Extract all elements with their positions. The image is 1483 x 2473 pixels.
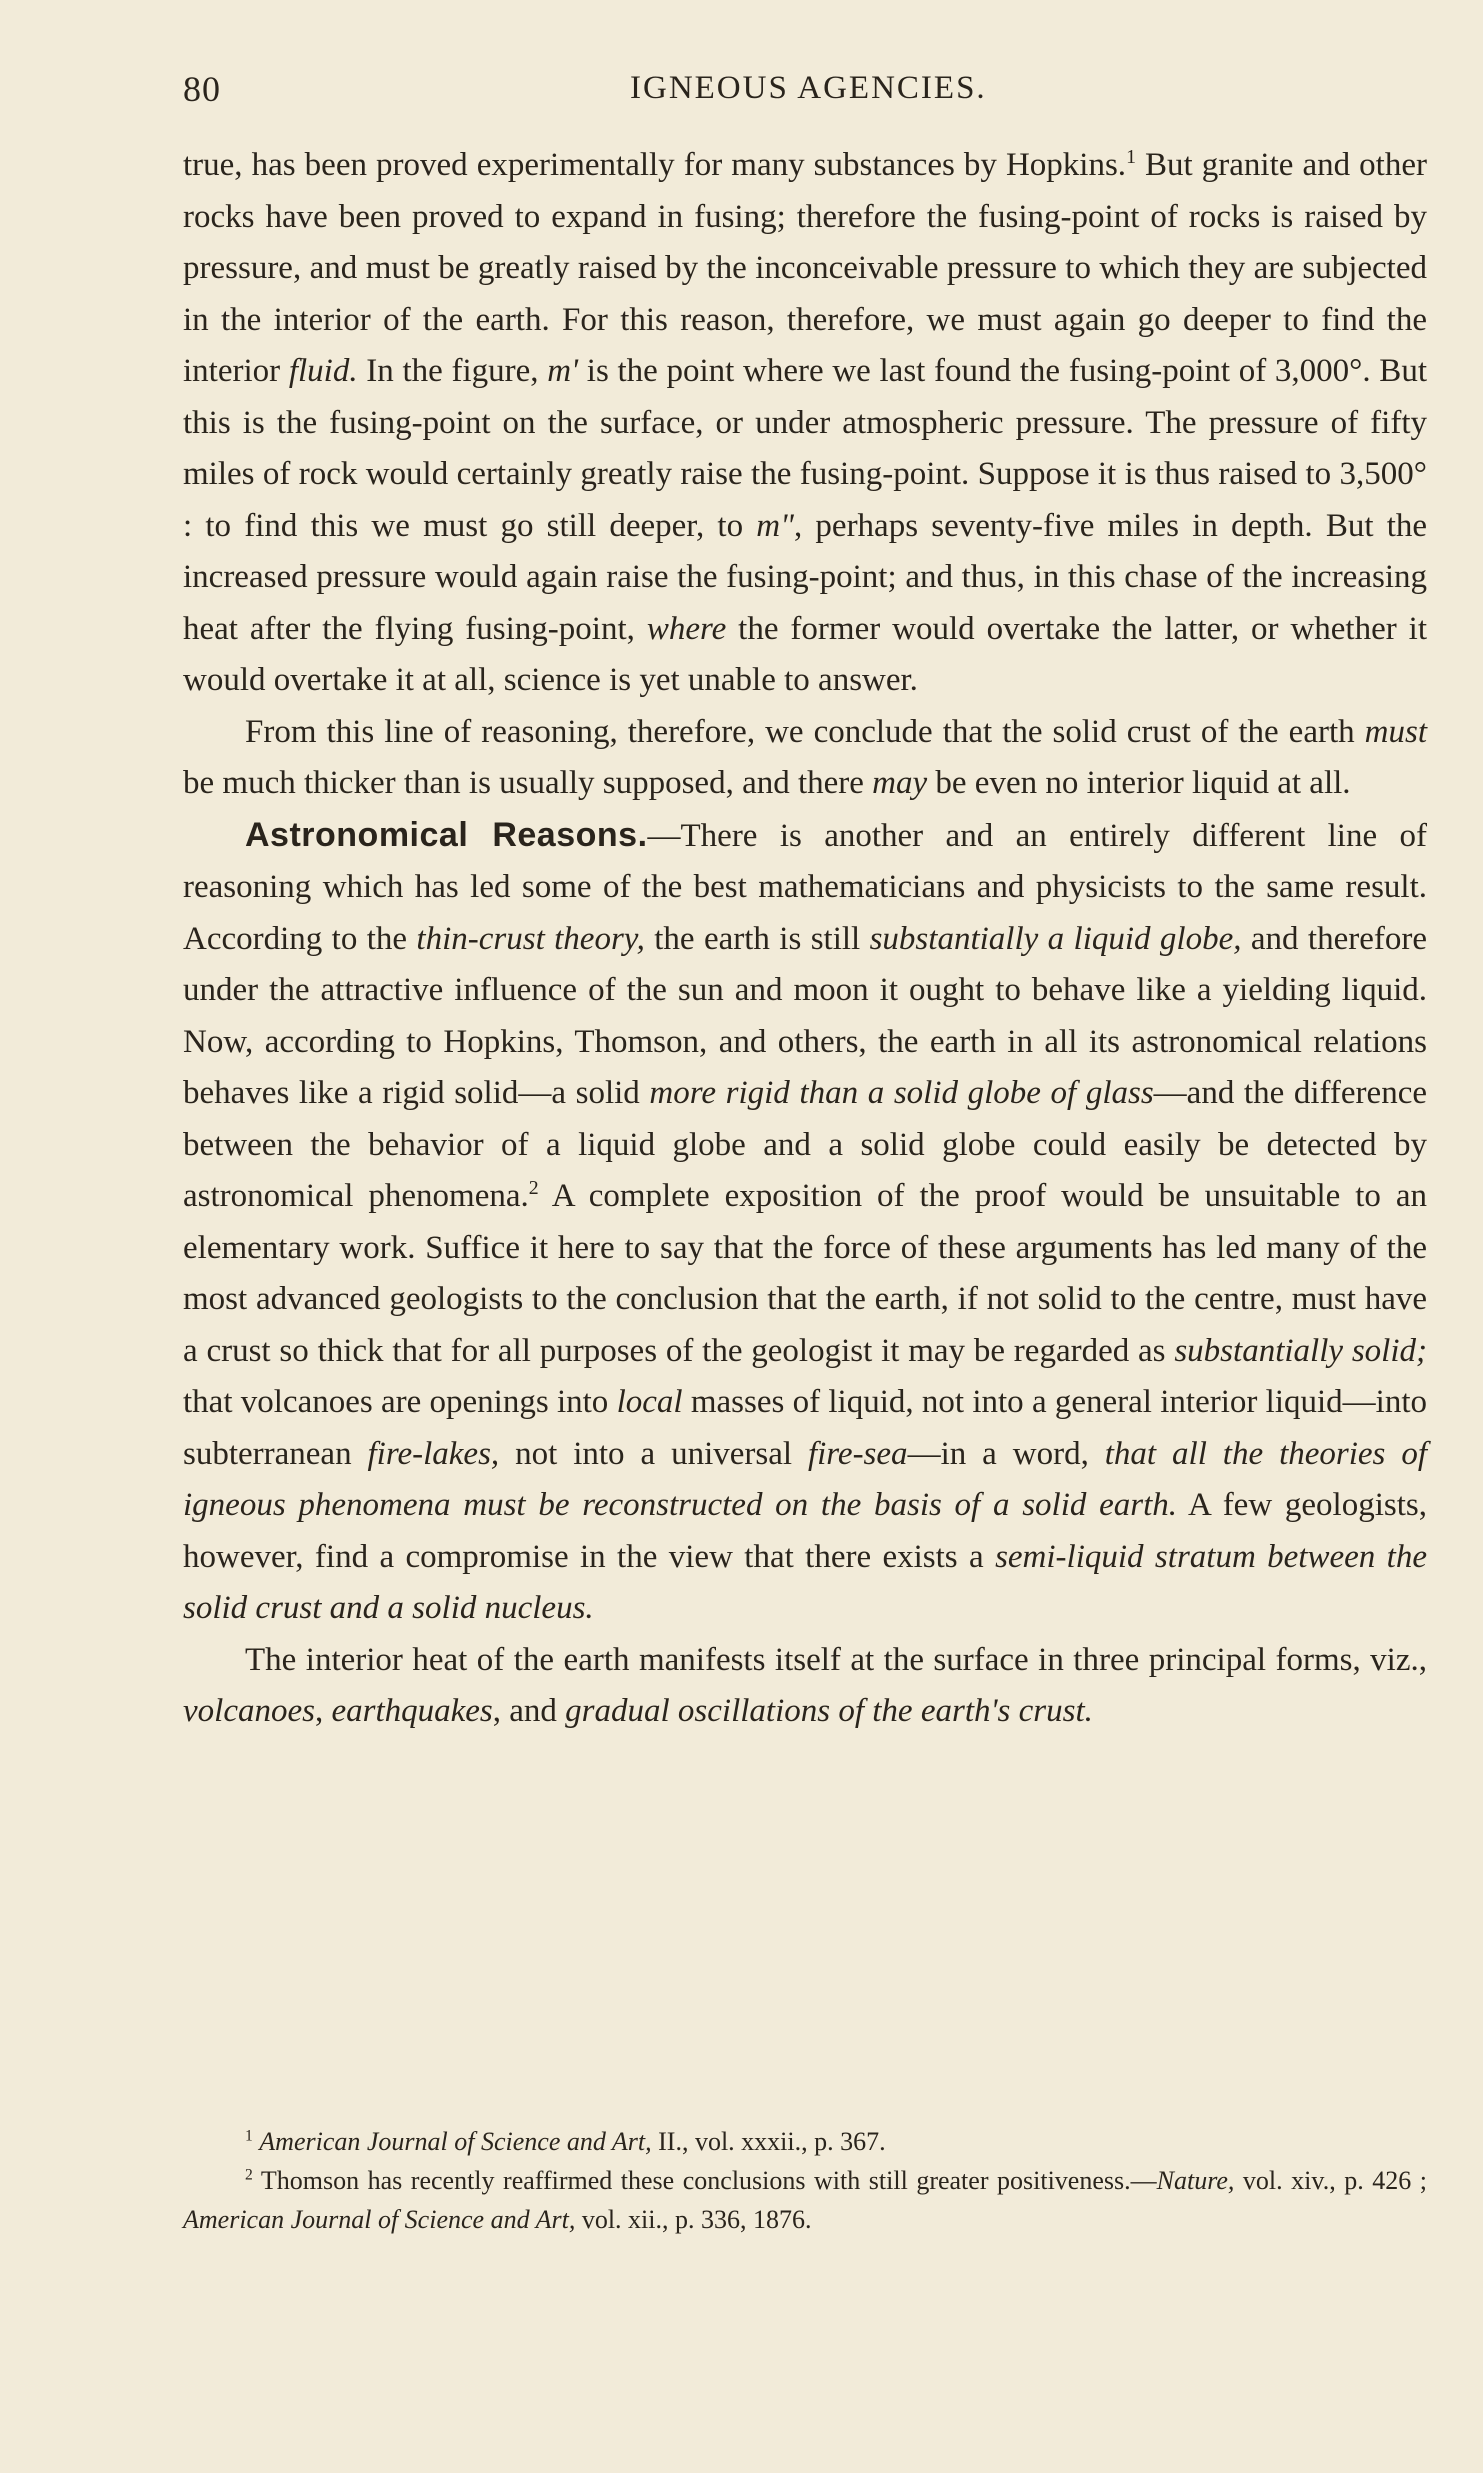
italic-text: thin-crust theory,	[416, 920, 645, 957]
footnote-marker: 1	[1126, 146, 1136, 168]
text-run: vol. xii., p. 336, 1876.	[575, 2205, 812, 2234]
paragraph	[183, 140, 1427, 707]
text-run: Thomson has recently reaffirmed these conclusions with still greater positiveness.—	[252, 2166, 1157, 2195]
text-run: A complete exposition of the proof would be unsuitable to an elementary work. Suffice it here to say that the force of these arguments has led many of the most advanced geologists to the conclusion that the earth, if not solid to the centre, must have a crust so thick that for all purposes of the geologist it may be regarded as	[183, 1178, 1427, 1369]
text-run: But granite and other rocks have been proved to expand in fusing; therefore the fusing-point of rocks is raised by pressure, and must be greatly raised by the inconceivable pressure to which they are subjected in the interior of the earth. For this reason, therefore, we must again go deeper to find the interior	[183, 147, 1427, 389]
text-run: From this line of reasoning, therefore, we conclude that the solid crust of the earth	[245, 713, 1365, 750]
running-head: IGNEOUS AGENCIES.	[630, 70, 987, 106]
text-run: , perhaps seventy-five miles in depth. But the increased pressure would again raise the fusing-point; and thus, in this chase of the increasing heat after the flying fusing-point,	[183, 507, 1428, 647]
text-run: vol. xiv., p. 426 ;	[1234, 2166, 1428, 2195]
page-header	[183, 62, 1427, 118]
italic-text: American Journal of Science and Art,	[183, 2205, 576, 2234]
italic-text: m"	[756, 507, 794, 544]
text-run: the former would overtake the latter, or whether it would overtake it at all, science is yet unable to answer.	[183, 610, 1428, 698]
text-run: The interior heat of the earth manifests itself at the surface in three principal forms, viz.,	[245, 1641, 1427, 1678]
text-run: is the point where we last found the fusing-point of 3,000°. But this is the fusing-point on the surface, or under atmospheric pressure. The pressure of fifty miles of rock would certainly greatly raise the fusing-point. Suppose it is thus raised to 3,500° : to find this we must go still deeper, to	[183, 353, 1427, 544]
text-run: be even no interior liquid at all.	[927, 765, 1351, 801]
text-run: and therefore under the attractive influence of the sun and moon it ought to behave like a yielding liquid. Now, according to Hopkins, Thomson, and others, the earth in all its astronomical relations behaves like a rigid solid—a solid	[183, 920, 1427, 1111]
italic-text: semi-liquid stratum between the solid crust and a solid nucleus.	[183, 1538, 1427, 1626]
page-number: 80	[183, 69, 221, 109]
text-run: —There is another and an entirely different line of reasoning which has led some of the best mathematicians and physicists to the same result. According to the	[183, 817, 1427, 957]
text-run: II., vol. xxxii., p. 367.	[651, 2127, 886, 2156]
text-run: In the figure,	[357, 353, 548, 389]
paragraph	[183, 707, 1427, 810]
text-run: be much thicker than is usually supposed, and there	[183, 765, 873, 801]
text-run: the earth is still	[644, 920, 870, 957]
italic-text: American Journal of Science and Art,	[259, 2127, 652, 2156]
text-run: true, has been proved experimentally for many substances by Hopkins.	[183, 147, 1127, 183]
text-run: —and the difference between the behavior of a liquid globe and a solid globe could easily be detected by astronomical phenomena.	[183, 1075, 1427, 1214]
italic-text: fire-lakes,	[367, 1435, 500, 1472]
italic-text: volcanoes	[183, 1693, 315, 1729]
italic-text: more rigid than a solid globe of glass	[649, 1075, 1154, 1111]
text-run: that volcanoes are openings into	[183, 1384, 617, 1420]
italic-text: fluid.	[288, 353, 358, 389]
footnote-marker: 2	[528, 1177, 539, 1199]
italic-text: must	[1364, 713, 1427, 750]
italic-text: substantially a liquid globe,	[869, 920, 1242, 957]
body-text	[183, 140, 1427, 1738]
footnote-marker: 1	[245, 2127, 253, 2145]
footnote-marker: 2	[245, 2166, 253, 2184]
italic-text: local	[616, 1384, 683, 1420]
text-run: ,	[314, 1693, 332, 1729]
paragraph	[183, 810, 1427, 1635]
italic-text: gradual oscillations of the earth's crust.	[565, 1693, 1093, 1729]
italic-text: substantially solid;	[1174, 1332, 1427, 1369]
text-run: not into a universal	[499, 1435, 808, 1472]
text-run: masses of liquid, not into a general interior liquid—into subterranean	[183, 1384, 1427, 1472]
italic-text: that all the theories of igneous phenomena must be reconstructed on the basis of a solid earth.	[183, 1435, 1427, 1523]
text-run: —in a word,	[907, 1435, 1105, 1472]
italic-text: earthquakes	[331, 1693, 493, 1729]
text-run: A few geologists, however, find a compromise in the view that there exists a	[183, 1487, 1427, 1575]
footnotes	[183, 2122, 1427, 2239]
paragraph	[183, 1635, 1427, 1738]
italic-text: m'	[547, 353, 579, 389]
section-heading: Astronomical Reasons.	[245, 815, 648, 854]
italic-text: may	[872, 765, 928, 801]
text-run: , and	[492, 1693, 566, 1729]
italic-text: Nature,	[1156, 2166, 1235, 2195]
footnote	[183, 2122, 1427, 2161]
italic-text: fire-sea	[807, 1435, 908, 1472]
footnote	[183, 2161, 1427, 2239]
italic-text: where	[646, 610, 727, 647]
